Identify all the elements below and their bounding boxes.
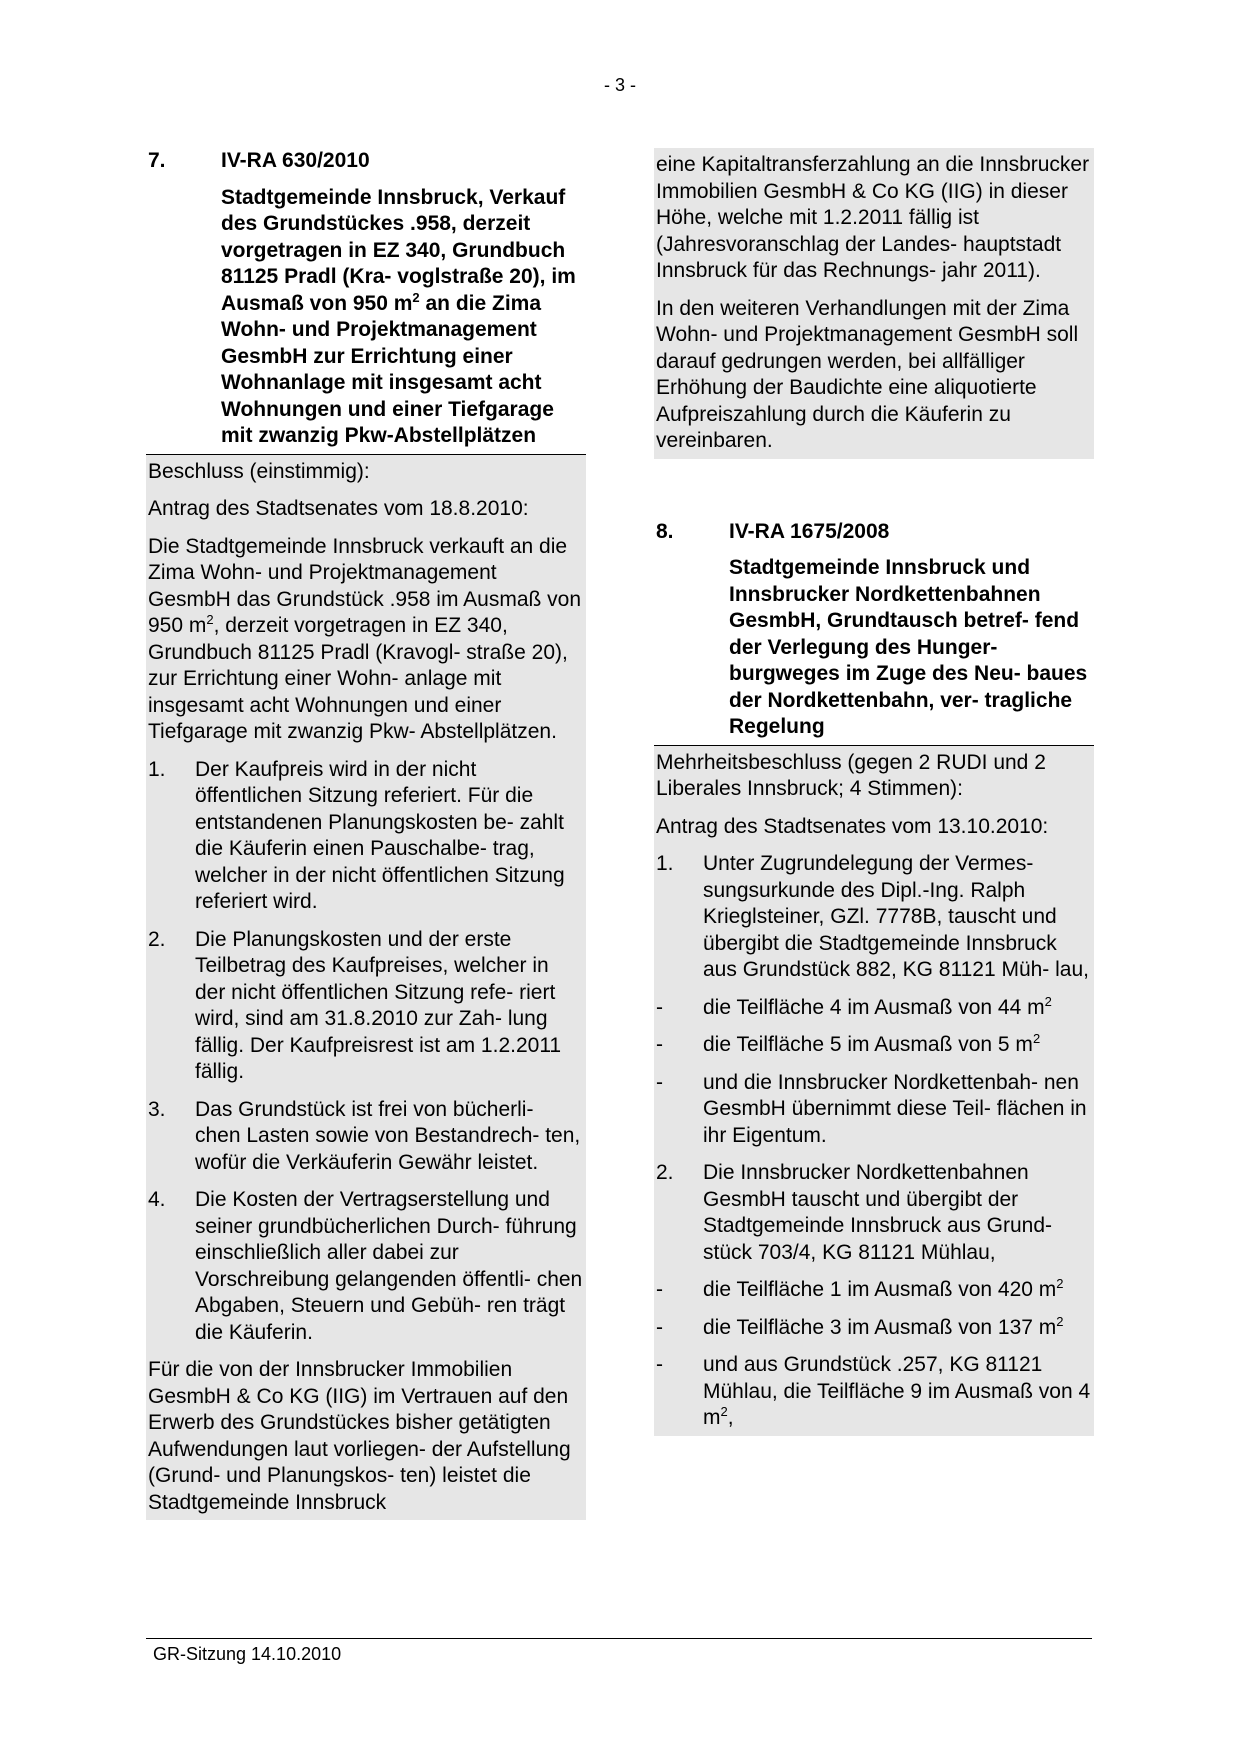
list-item (148, 927, 584, 1086)
list-item-text: die Teilfläche 4 im Ausmaß von 44 $m^2$ (703, 993, 1052, 1019)
closing-text: Für die von der Innsbrucker Immobilien GesmbH & Co KG (IIG) im Vertrauen auf den Erwerb des Grundstückes bisher getätigten Aufwendungen laut vorliegen- der Aufstellung (Grund- und Planungskos- ten) leistet die Stadtgemeinde Innsbruck (148, 1358, 571, 1514)
agenda-item-title: Stadtgemeinde Innsbruck und Innsbrucker Nordkettenbahnen GesmbH, Grundtausch betref- fend der Verlegung des Hunger- burgweges im Zuge des Neu- baues der Nordkettenbahn, ver- tragliche Regelung (729, 556, 1088, 738)
list-item (148, 1187, 584, 1346)
item-number: 8. (656, 519, 674, 543)
decision-text: Mehrheitsbeschluss (gegen 2 RUDI und 2 Liberales Innsbruck; 4 Stimmen): (656, 750, 1046, 800)
list-item-text: Der Kaufpreis wird in der nicht öffentlichen Sitzung referiert. Für die entstandenen Planungskosten be- zahlt die Käuferin einen Pauschalbe- trag, welcher in der nicht öffentlichen Sitzung referiert wird. (195, 757, 565, 913)
continuation-paragraph: In den weiteren Verhandlungen mit der Zima Wohn- und Projektmanagement GesmbH soll darauf gedrungen werden, bei allfälliger Erhöhung der Baudichte eine aliquotierte Aufpreiszahlung durch die Käuferin zu vereinbaren. (656, 296, 1079, 452)
list-item (656, 995, 1092, 1022)
list-item (148, 1097, 584, 1177)
footer-divider (146, 1638, 1092, 1639)
list-item-text: Die Kosten der Vertragserstellung und seiner grundbücherlichen Durch- führung einschließlich aller dabei zur Vorschreibung gelangenden öffentli- chen Abgaben, Steuern und Gebüh- ren trägt die Käuferin. (195, 1188, 583, 1344)
continuation-paragraph: eine Kapitaltransferzahlung an die Innsbrucker Immobilien GesmbH & Co KG (IIG) in dieser Höhe, welche mit 1.2.2011 fällig ist (Jahresvoranschlag der Landes- hauptstadt Innsbruck für das Rechnungs- jahr 2011). (656, 153, 1090, 282)
agenda-item-7-heading (146, 148, 586, 455)
decision-text: Beschluss (einstimmig): (148, 459, 370, 483)
list-marker: 2. (656, 1161, 674, 1184)
list-marker: - (656, 1353, 663, 1376)
list-item-text: Das Grundstück ist frei von bücherli- chen Lasten sowie von Bestandrech- ten, wofür die Verkäuferin Gewähr leistet. (195, 1097, 581, 1174)
resolution-block (654, 746, 1094, 1436)
list-item (148, 757, 584, 916)
list-marker: 4. (148, 1188, 166, 1211)
list-item-text: Die Innsbrucker Nordkettenbahnen GesmbH tauscht und übergibt der Stadtgemeinde Innsbruck aus Grund- stück 703/4, KG 81121 Mühlau, (703, 1161, 1053, 1264)
item-number: 7. (148, 149, 166, 172)
agenda-item-8-heading (654, 519, 1094, 746)
list-marker: 1. (656, 852, 674, 875)
right-column (654, 148, 1094, 1436)
list-item (656, 851, 1092, 984)
numbered-list (656, 851, 1092, 1432)
list-marker: - (656, 1315, 663, 1339)
agenda-item-title: Stadtgemeinde Innsbruck, Verkauf des Grundstückes .958, derzeit vorgetragen in EZ 340, Grundbuch 81125 Pradl (Kra- voglstraße 20), im Ausmaß von 950 $m^2$ an die Zima Wohn- und Projektmanagement GesmbH zur Errichtung einer Wohnanlage mit insgesamt acht Wohnungen und einer Tiefgarage mit zwanzig Pkw-Abstellplätzen (221, 185, 576, 447)
resolution-block (146, 455, 586, 1521)
list-item-text: die Teilfläche 3 im Ausmaß von 137 $m^2$ (703, 1313, 1064, 1339)
list-item-text: Die Planungskosten und der erste Teilbetrag des Kaufpreises, welcher in der nicht öffentlichen Sitzung refe- riert wird, sind am 31.8.2010 zur Zah- lung fällig. Der Kaufpreisrest ist am 1.2.2011 fällig. (195, 927, 562, 1083)
footer-text: GR-Sitzung 14.10.2010 (153, 1644, 342, 1664)
list-item (656, 1070, 1092, 1150)
list-item (656, 1277, 1092, 1304)
list-marker: - (656, 995, 663, 1019)
list-item-text: und die Innsbrucker Nordkettenbah- nen GesmbH übernimmt diese Teil- flächen in ihr Eigentum. (703, 1070, 1087, 1147)
list-marker: - (656, 1278, 663, 1301)
list-item (656, 1315, 1092, 1342)
list-item-text: und aus Grundstück .257, KG 81121 Mühlau, die Teilfläche 9 im Ausmaß von 4 $m^2$, (703, 1353, 1091, 1429)
continuation-block (654, 148, 1094, 459)
reference-number: IV-RA 1675/2008 (729, 519, 890, 543)
list-item (656, 1032, 1092, 1059)
list-item-text: die Teilfläche 5 im Ausmaß von 5 $m^2$ (703, 1031, 1041, 1056)
left-column (146, 148, 586, 1520)
numbered-list (148, 757, 584, 1347)
list-item (656, 1160, 1092, 1266)
reference-number: IV-RA 630/2010 (221, 149, 370, 172)
motion-text: Antrag des Stadtsenates vom 18.8.2010: (148, 497, 529, 520)
list-marker: - (656, 1070, 663, 1094)
body-text: Die Stadtgemeinde Innsbruck verkauft an die Zima Wohn- und Projektmanagement GesmbH das Grundstück .958 im Ausmaß von 950 $m^2$, derzeit vorgetragen in EZ 340, Grundbuch 81125 Pradl (Kravogl- straße 20), zur Errichtung einer Wohn- anlage mit insgesamt acht Wohnungen und einer Tiefgarage mit zwanzig Pkw- Abstellplätzen. (148, 534, 582, 743)
motion-text: Antrag des Stadtsenates vom 13.10.2010: (656, 814, 1049, 838)
list-marker: - (656, 1033, 663, 1056)
page-number: - 3 - (603, 75, 636, 95)
list-marker: 1. (148, 757, 166, 781)
list-marker: 2. (148, 927, 166, 951)
list-item (656, 1352, 1092, 1432)
list-item-text: die Teilfläche 1 im Ausmaß von 420 $m^2$ (703, 1276, 1064, 1301)
list-marker: 3. (148, 1097, 166, 1121)
list-item-text: Unter Zugrundelegung der Vermes- sungsurkunde des Dipl.-Ing. Ralph Krieglsteiner, GZl. 7778B, tauscht und übergibt die Stadtgemeinde Innsbruck aus Grundstück 882, KG 81121 Müh- lau, (703, 852, 1089, 981)
